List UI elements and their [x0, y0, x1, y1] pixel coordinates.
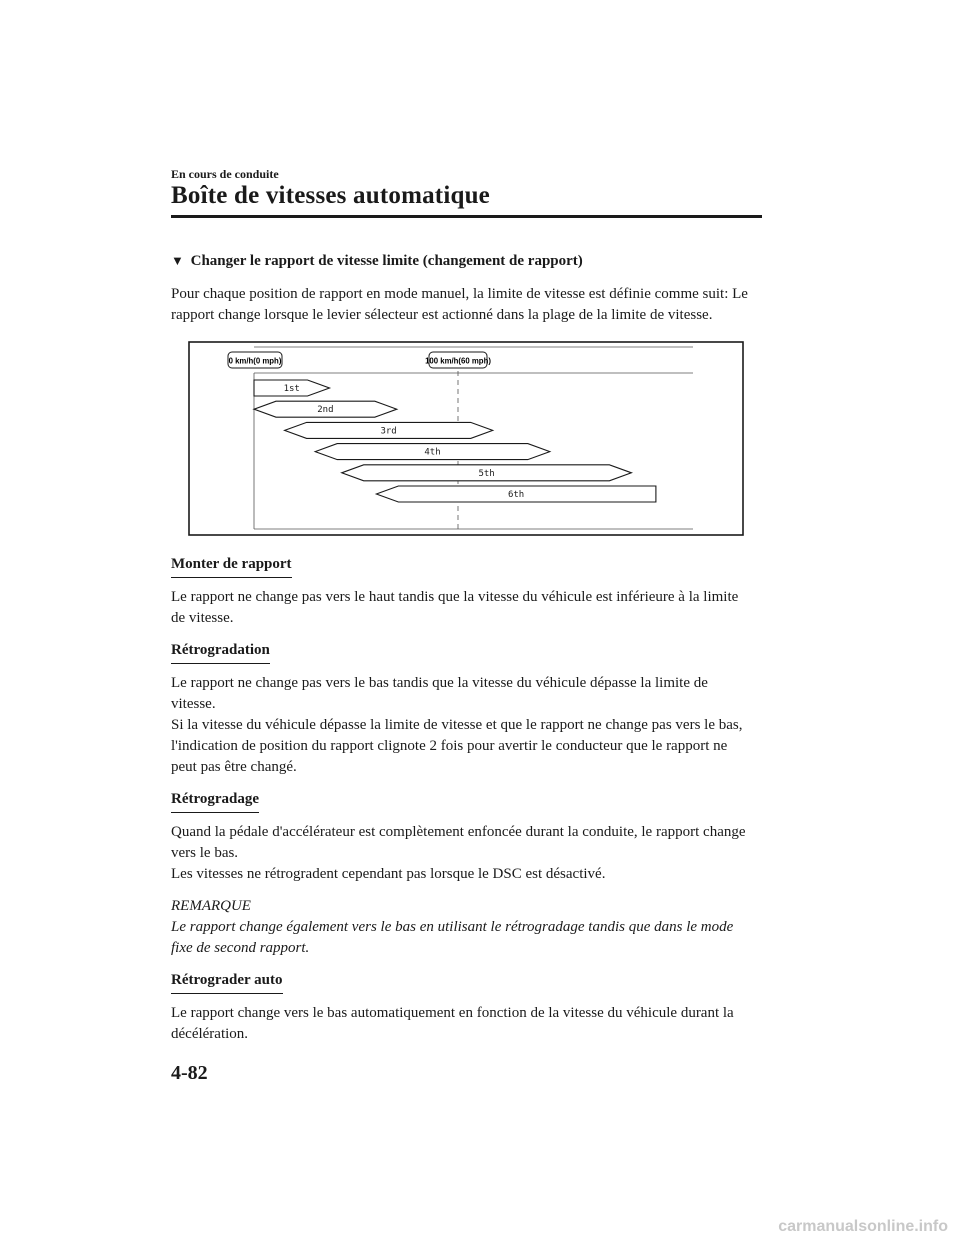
gear-label-5th: 5th	[478, 468, 495, 479]
note-text: Le rapport change également vers le bas en utilisant le rétrogradage tandis que dans le mode fixe de second rapport.	[171, 919, 734, 956]
speed-label-0: 0 km/h(0 mph)	[228, 356, 282, 366]
subsection-paragraph: Le rapport ne change pas vers le haut tandis que la vitesse du véhicule est inférieure à la limite de vitesse.	[171, 589, 739, 626]
subsection-paragraph: Le rapport change vers le bas automatiquement en fonction de la vitesse du véhicule durant la décélération.	[171, 1005, 734, 1042]
triangle-marker-icon: ▼	[171, 253, 184, 268]
gear-label-6th: 6th	[507, 490, 525, 500]
intro-paragraph: Pour chaque position de rapport en mode manuel, la limite de vitesse est définie comme suit: Le rapport change lorsque le levier sélecteur est actionné dans la plage de la limite de vitesse.	[171, 286, 748, 323]
speed-label-100: 100 km/h(60 mph)	[425, 356, 491, 366]
chapter-title: En cours de conduite	[171, 167, 279, 181]
gear-label-4th: 4th	[424, 447, 441, 458]
subsection-heading: Rétrograder auto	[171, 970, 283, 994]
page-title: Boîte de vitesses automatique	[171, 182, 490, 209]
section-title	[171, 250, 756, 272]
title-rule	[171, 215, 762, 218]
subsection-heading: Rétrogradation	[171, 640, 270, 664]
section-title-text: Changer le rapport de vitesse limite (changement de rapport)	[190, 253, 583, 269]
subsection-paragraph: Quand la pédale d'accélérateur est complètement enfoncée durant la conduite, le rapport change vers le bas.	[171, 824, 746, 861]
subsection-paragraph: Les vitesses ne rétrogradent cependant pas lorsque le DSC est désactivé.	[171, 866, 606, 882]
note-label: REMARQUE	[171, 898, 251, 914]
subsection-heading: Monter de rapport	[171, 554, 292, 578]
gear-label-1st: 1st	[283, 384, 300, 394]
subsection-retrograder-auto	[171, 970, 756, 1045]
gear-speed-chart	[188, 341, 758, 536]
subsection-monter	[171, 554, 756, 629]
watermark: carmanualsonline.info	[778, 1218, 948, 1235]
gear-label-2nd: 2nd	[317, 405, 334, 416]
subsection-heading: Rétrogradage	[171, 789, 259, 813]
subsection-paragraph: Le rapport ne change pas vers le bas tandis que la vitesse du véhicule dépasse la limite de vitesse.	[171, 675, 708, 712]
note	[171, 896, 756, 959]
page-number: 4-82	[171, 1062, 208, 1084]
content	[171, 250, 756, 1056]
subsection-paragraph: Si la vitesse du véhicule dépasse la limite de vitesse et que le rapport ne change pas vers le bas, l'indication de position du rapport clignote 2 fois pour avertir le conducteur que le rapport ne peut pas être changé.	[171, 717, 743, 775]
subsection-retrogradage	[171, 789, 756, 885]
gear-label-3rd: 3rd	[380, 426, 397, 437]
subsection-retrogradation	[171, 640, 756, 778]
gear-speed-diagram	[188, 341, 758, 536]
